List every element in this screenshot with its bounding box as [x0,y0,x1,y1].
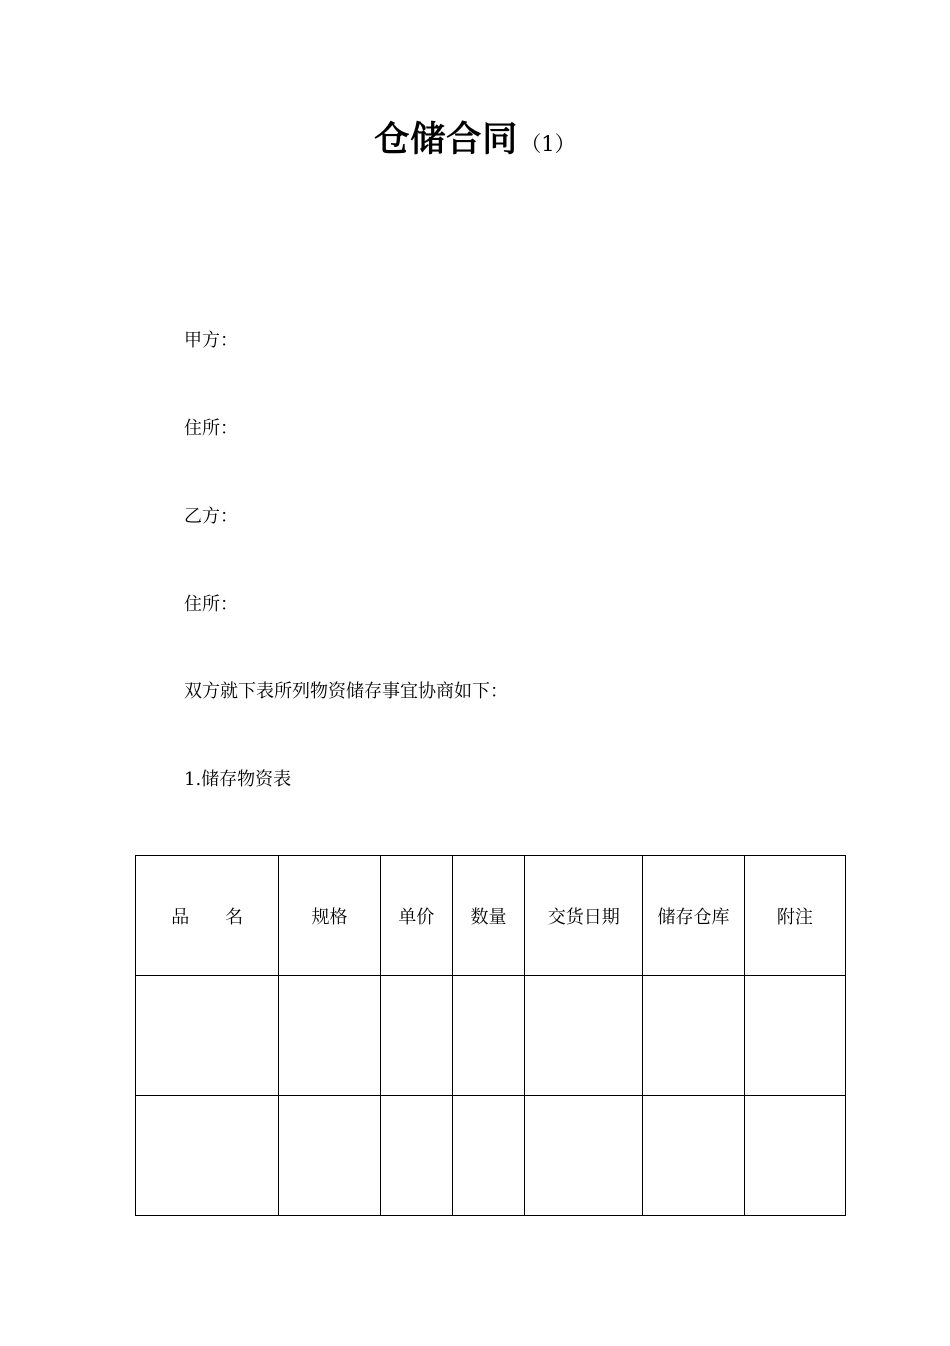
header-cell-spec: 规格 [279,856,380,976]
table-cell [452,976,524,1096]
header-cell-delivery-date: 交货日期 [525,856,643,976]
table-cell [279,976,380,1096]
header-cell-remarks: 附注 [744,856,845,976]
table-cell [136,1096,279,1216]
title-main: 仓储合同 [374,120,519,160]
party-a-label: 甲方： [184,330,238,351]
table-cell [744,976,845,1096]
table-cell [643,976,744,1096]
table-cell [643,1096,744,1216]
table-cell [279,1096,380,1216]
party-b-label: 乙方： [184,506,238,527]
address-b-label: 住所： [184,594,238,615]
goods-table [135,855,846,1216]
section-heading: 1.储存物资表 [184,769,292,790]
table-row [136,1096,846,1216]
header-cell-warehouse: 储存仓库 [643,856,744,976]
table-row [136,976,846,1096]
header-cell-name: 品 名 [136,856,279,976]
title-suffix: （1） [520,132,576,156]
table-header-row [136,856,846,976]
table-cell [452,1096,524,1216]
table-cell [744,1096,845,1216]
table-cell [380,976,452,1096]
table-cell [525,976,643,1096]
header-cell-quantity: 数量 [452,856,524,976]
table-cell [525,1096,643,1216]
table-cell [136,976,279,1096]
header-cell-unit-price: 单价 [380,856,452,976]
document-title [0,112,950,162]
address-a-label: 住所： [184,418,238,439]
intro-paragraph: 双方就下表所列物资储存事宜协商如下： [184,681,508,702]
table-cell [380,1096,452,1216]
